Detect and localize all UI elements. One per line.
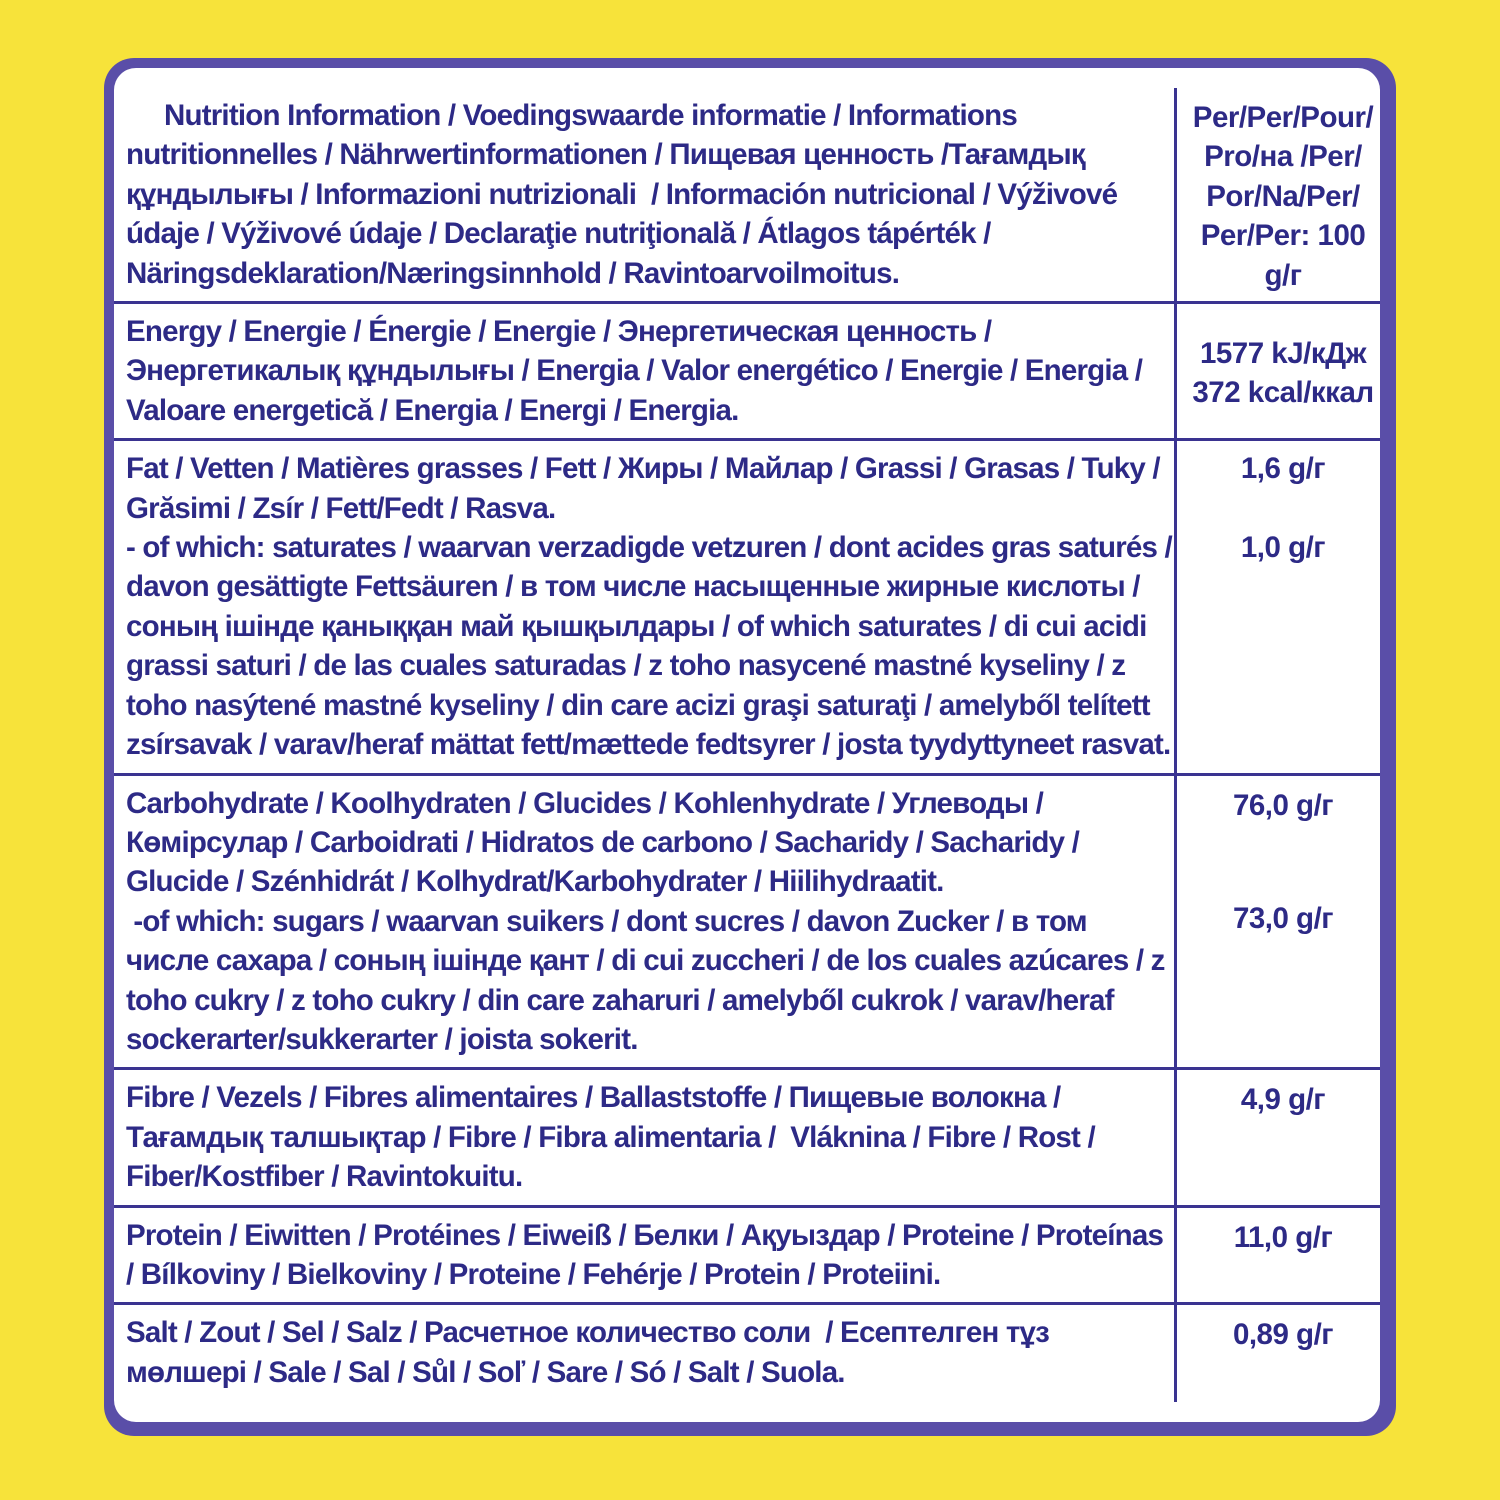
fat-label-cell — [114, 440, 1186, 774]
protein-value-cell — [1186, 1206, 1380, 1304]
fat-value-cell — [1186, 440, 1380, 774]
fibre-row — [114, 1069, 1380, 1206]
fibre-value: 4,9 g/г — [1240, 1083, 1326, 1117]
protein-label: Protein / Eiwitten / Protéines / Eiweiß / Белки / Ақуыздар / Proteine / Proteínas / Bílkoviny / Bielkoviny / Proteine / Fehérje / Protein / Proteiini. — [126, 1218, 1171, 1291]
spacer — [1186, 825, 1380, 899]
spacer — [1186, 489, 1380, 528]
protein-row — [114, 1206, 1380, 1304]
fat-saturates-value: 1,0 g/г — [1240, 530, 1326, 564]
energy-label-cell — [114, 303, 1186, 440]
energy-kj-value: 1577 kJ/кДж — [1199, 337, 1367, 371]
carbohydrate-sugars-value: 73,0 g/г — [1232, 901, 1334, 935]
carbohydrate-value: 76,0 g/г — [1232, 788, 1334, 822]
salt-value-cell — [1186, 1304, 1380, 1400]
carbohydrate-sugars-label: -of which: sugars / waarvan suikers / dont sucres / davon Zucker / в том числе сахара / соның ішінде қант / di cui zuccheri / de los cuales azúcares / z toho cukry / z toho cukry / din care zaharuri / amelyből cukrok / varav/heraf sockerarter/sukkerarter / joista sokerit. — [126, 904, 1173, 1056]
header-row — [114, 68, 1380, 303]
fat-row — [114, 440, 1380, 774]
fat-label: Fat / Vetten / Matières grasses / Fett / Жиры / Майлар / Grassi / Grasas / Tuky / Grăsimi / Zsír / Fett/Fedt / Rasva. — [126, 452, 1168, 525]
fibre-label-cell — [114, 1069, 1186, 1206]
protein-label-cell — [114, 1206, 1186, 1304]
fat-value: 1,6 g/г — [1240, 452, 1326, 486]
carbohydrate-value-cell — [1186, 774, 1380, 1069]
energy-label: Energy / Energie / Énergie / Energie / Энергетическая ценность / Энергетикалық құндылығы / Energia / Valor energético / Energie / Energia / Valoare energetică / Energia / Energi / Energia. — [126, 315, 1150, 427]
fibre-value-cell — [1186, 1069, 1380, 1206]
per-cell — [1186, 68, 1380, 303]
nutrition-table — [114, 68, 1380, 1400]
carbohydrate-label: Carbohydrate / Koolhydraten / Glucides / Kohlenhydrate / Углеводы / Көмірсулар / Carboidrati / Hidratos de carbono / Sacharidy / Sacharidy / Glucide / Szénhidrát / Kolhydrat/Karbohydrater / Hiilihydraatit. — [126, 786, 1087, 899]
fat-saturates-label: - of which: saturates / waarvan verzadigde vetzuren / dont acides gras saturés / davon gesättigte Fettsäuren / в том числе насыщенные жирные кислоты / соның ішінде қаныққан май қышқылдары / of which saturates / di cui acidi grassi saturi / de las cuales saturadas / z toho nasycené mastné kyseliny / z toho nasýtené mastné kyseliny / din care acizi graşi saturaţi / amelyből telített zsírsavak / varav/heraf mättat fett/mættede fedtsyrer / josta tyydyttyneet rasvat. — [126, 531, 1180, 762]
nutrition-panel-frame — [104, 58, 1396, 1436]
fibre-label: Fibre / Vezels / Fibres alimentaires / Ballaststoffe / Пищевые волокна / Тағамдық талшықтар / Fibre / Fibra alimentaria / Vláknina / Fibre / Rost / Fiber/Kostfiber / Ravintokuitu. — [126, 1081, 1103, 1194]
header-cell — [114, 68, 1186, 303]
carbohydrate-label-cell — [114, 774, 1186, 1069]
energy-kcal-value: 372 kcal/ккал — [1192, 376, 1374, 410]
protein-value: 11,0 g/г — [1233, 1220, 1333, 1254]
salt-label-cell — [114, 1304, 1186, 1400]
salt-label: Salt / Zout / Sel / Salz / Расчетное количество соли / Есептелген тұз мөлшері / Sale / Sal / Sůl / Soľ / Sare / Só / Salt / Suola. — [126, 1316, 1057, 1389]
salt-row — [114, 1304, 1380, 1400]
energy-value-cell — [1186, 303, 1380, 440]
nutrition-table-card — [114, 68, 1380, 1422]
per-100g-label: Per/Per/Pour/ Pro/на /Per/ Por/Na/Per/ Per/Per: 100 g/г — [1192, 101, 1381, 292]
table-title: Nutrition Information / Voedingswaarde informatie / Informations nutritionnelles / Nährwertinformationen / Пищевая ценность /Тағамдық құндылығы / Informazioni nutrizionali / Información nutricional / Výživové údaje / Výživové údaje / Declaraţie nutriţională / Átlagos tápérték / Näringsdeklaration/Næringsinnhold / Ravintoarvoilmoitus. — [126, 99, 1125, 290]
carbohydrate-row — [114, 774, 1380, 1069]
salt-value: 0,89 g/г — [1232, 1318, 1334, 1352]
energy-row — [114, 303, 1380, 440]
